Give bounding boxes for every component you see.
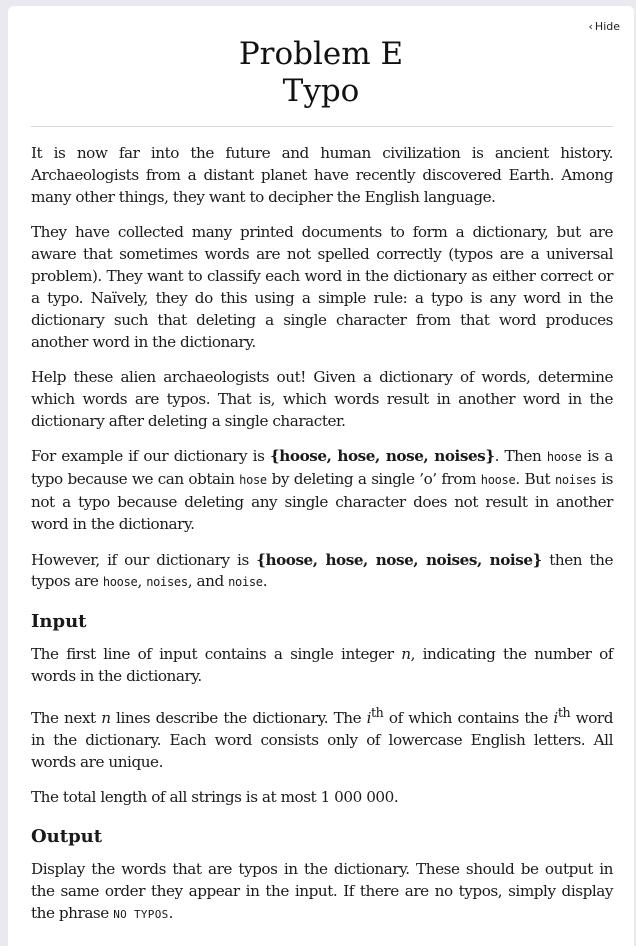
math-n: n xyxy=(101,708,111,727)
input-paragraph-3 xyxy=(31,787,613,809)
input-paragraph-2 xyxy=(31,702,613,774)
text: then the typos are xyxy=(31,550,614,591)
text: The next xyxy=(31,708,102,727)
example-set-1: {hoose, hose, nose, noises} xyxy=(269,447,495,466)
text: by deleting a single ’o’ from xyxy=(266,470,481,489)
text: Display the words that are typos in the dictionary. These should be output in the same order they appear in the input. If there are no typos, simply display the phrase xyxy=(31,859,613,922)
text: , indicating the number of words in the dictionary. xyxy=(31,645,613,686)
superscript-th: th xyxy=(557,704,571,720)
text: . But xyxy=(515,470,555,489)
title-line-1: Problem E xyxy=(238,36,404,72)
text: The first line of input contains a single integer xyxy=(31,645,402,664)
output-paragraph xyxy=(31,859,613,926)
text: . xyxy=(262,572,268,591)
page-title xyxy=(8,36,634,110)
text: is a typo because we can obtain xyxy=(31,447,613,489)
code-word: hose xyxy=(239,473,267,488)
example-set-2: {hoose, hose, nose, noises, noise} xyxy=(256,550,542,569)
title-divider xyxy=(31,126,613,127)
math-i: i xyxy=(366,708,372,727)
text: is not a typo because deleting any single character does not result in another word in the dictionary. xyxy=(31,470,613,534)
code-word: hoose xyxy=(546,450,582,465)
text: lines describe the dictionary. The xyxy=(110,708,367,727)
input-paragraph-1 xyxy=(31,644,613,688)
text: The total length of all strings is at most xyxy=(31,787,321,806)
paragraph-example-2 xyxy=(31,550,613,595)
text: . xyxy=(393,787,399,806)
input-heading: Input xyxy=(31,611,87,633)
max-length: 1 000 000 xyxy=(320,787,394,806)
code-word: noises xyxy=(554,473,597,488)
text: For example if our dictionary is xyxy=(31,447,270,466)
text: , xyxy=(137,572,147,591)
problem-card xyxy=(8,6,634,946)
output-heading: Output xyxy=(31,825,103,847)
paragraph-intro: It is now far into the future and human civilization is ancient history. Archaeologists from a distant planet have recently discovered Earth. Among many other things, they want to decipher the English language. xyxy=(31,144,613,206)
code-word: noises xyxy=(146,575,188,590)
title-line-2: Typo xyxy=(282,73,360,109)
text: . Then xyxy=(494,447,547,466)
math-i: i xyxy=(553,708,558,727)
problem-statement xyxy=(31,143,613,939)
code-word: hoose xyxy=(102,575,138,590)
hide-toggle[interactable] xyxy=(589,20,620,33)
code-word: noise xyxy=(228,575,263,590)
paragraph-dictionary: They have collected many printed documents to form a dictionary, but are aware that sometimes words are not spelled correctly (typos are a universal problem). They want to classify each word in the dictionary as either correct or a typo. Naïvely, they do this using a simple rule: a typo is any word in the dictionary such that deleting a single character from that word produces another word in the dictionary. xyxy=(31,223,613,351)
text: , and xyxy=(187,572,229,591)
chevron-left-icon: ‹ xyxy=(588,20,593,33)
text: . xyxy=(168,903,173,922)
code-word: hoose xyxy=(480,473,516,488)
no-typos-code: NO TYPOS xyxy=(113,907,169,921)
paragraph-example-1 xyxy=(31,446,613,536)
paragraph-task: Help these alien archaeologists out! Given a dictionary of words, determine which words are typos. That is, which words result in another word in the dictionary after deleting a single character. xyxy=(31,368,613,430)
text: However, if our dictionary is xyxy=(31,550,257,569)
hide-label: Hide xyxy=(594,20,620,33)
math-n: n xyxy=(401,645,411,664)
superscript-th: th xyxy=(371,704,384,720)
text: word in the dictionary. Each word consists only of lowercase English letters. All words are unique. xyxy=(31,708,613,771)
text: of which contains the xyxy=(383,708,554,727)
